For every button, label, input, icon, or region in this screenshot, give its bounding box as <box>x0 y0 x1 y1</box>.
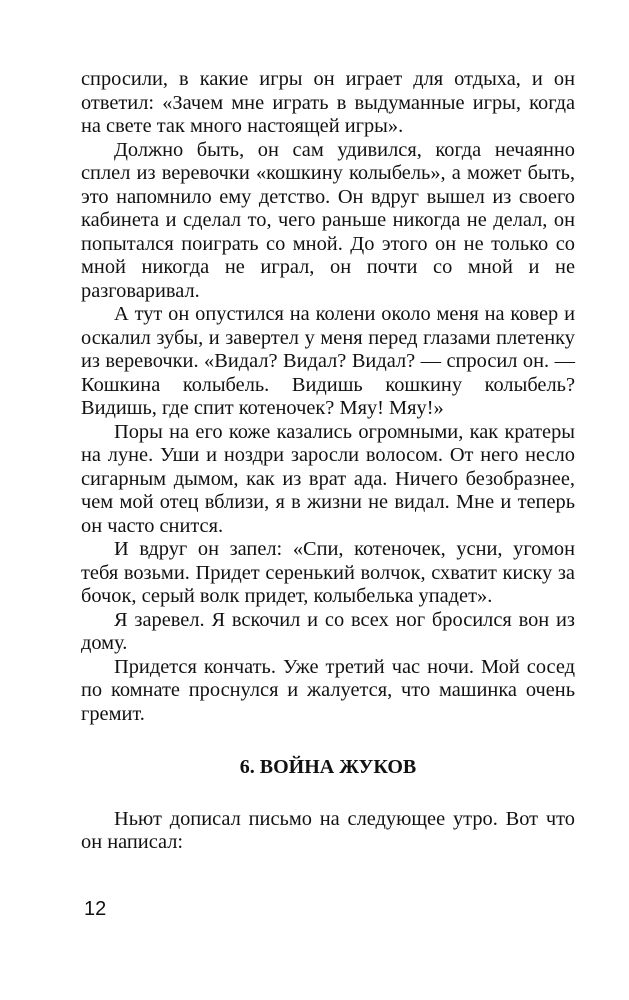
paragraph: Ньют дописал письмо на следующее утро. Вот что он написал: <box>81 807 575 853</box>
paragraph: Поры на его коже казались огромными, как кратеры на луне. Уши и ноздри заросли волосом. От него несло сигарным дымом, как из врат ада. Ничего безобразнее, чем мой отец вблизи, я в жизни не видал. Мне и теперь он часто снится. <box>81 420 575 537</box>
page-body <box>81 68 575 855</box>
paragraph: И вдруг он запел: «Спи, котеночек, усни, угомон тебя возьми. Придет серенький волчок, схватит киску за бочок, серый волк придет, колыбелька упадет». <box>81 538 575 607</box>
page-number: 12 <box>84 898 107 920</box>
paragraph: Я заревел. Я вскочил и со всех ног бросился вон из дому. <box>81 608 575 654</box>
paragraph: А тут он опустился на колени около меня на ковер и оскалил зубы, и завертел у меня перед глазами плетенку из веревочки. «Видал? Видал? Видал? — спросил он. — Кошкина колыбель. Видишь кошкину колыбель? Видишь, где спит котеночек? Мяу! Мяу!» <box>81 303 575 419</box>
chapter-heading: 6. ВОЙНА ЖУКОВ <box>239 756 417 778</box>
paragraph: Должно быть, он сам удивился, когда нечаянно сплел из веревочки «кошкину колыбель», а может быть, это напомнило ему детство. Он вдруг вышел из своего кабинета и сделал то, чего раньше никогда не делал, он попытался поиграть со мной. До этого он не только со мной никогда не играл, он почти со мной и не разговаривал. <box>81 138 575 302</box>
paragraph: спросили, в какие игры он играет для отдыха, и он ответил: «Зачем мне играть в выдуманные игры, когда на свете так много настоящей игры». <box>81 68 575 137</box>
paragraph: Придется кончать. Уже третий час ночи. Мой сосед по комнате проснулся и жалуется, что машинка очень гремит. <box>81 655 575 725</box>
